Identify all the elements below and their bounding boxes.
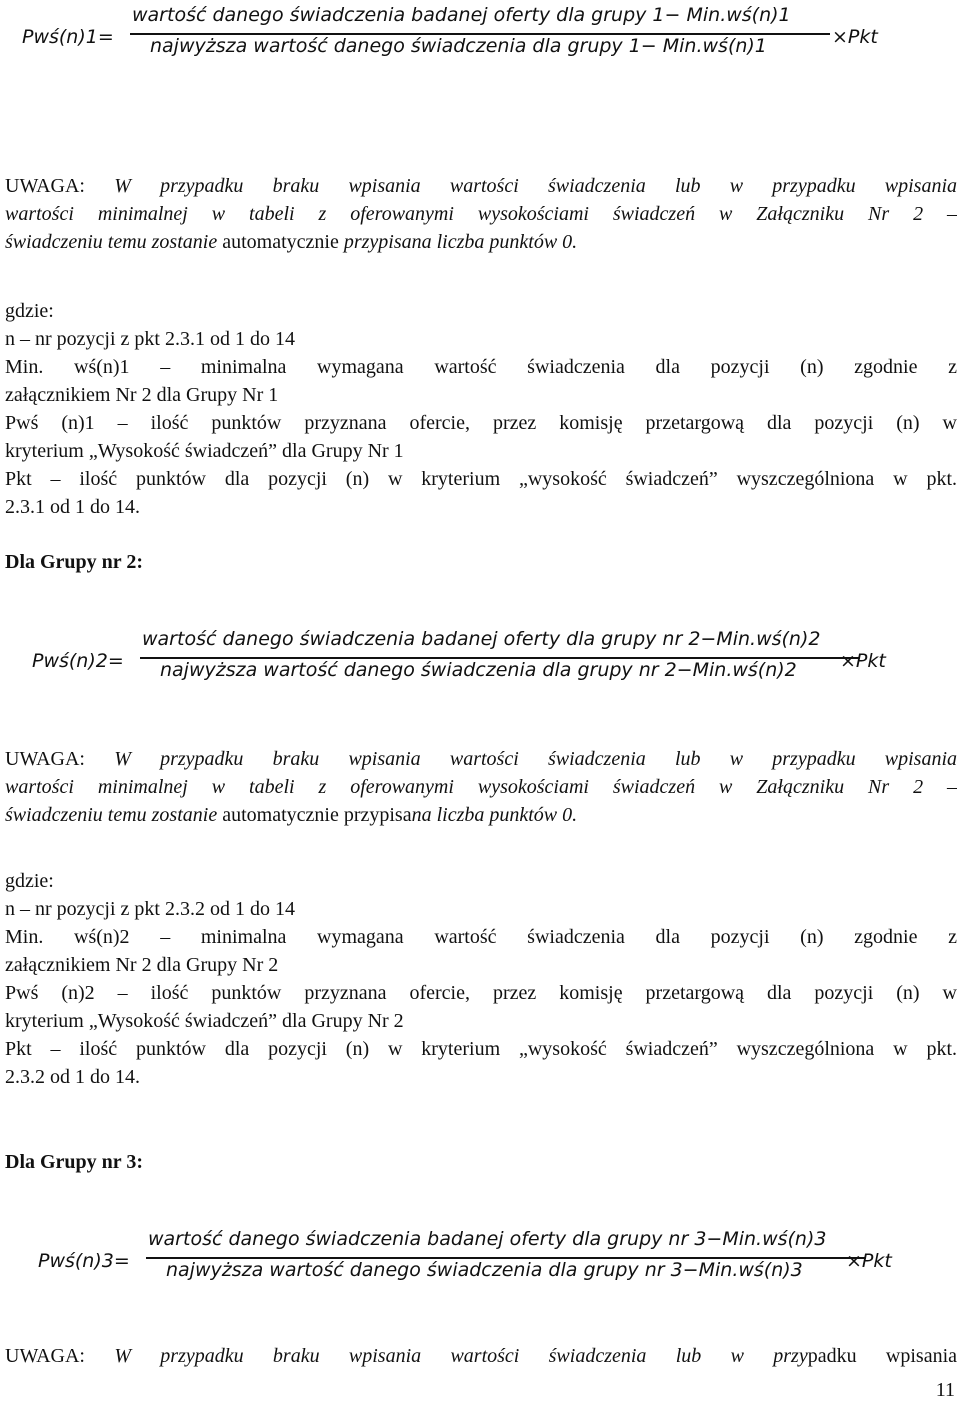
formula-numerator: wartość danego świadczenia badanej oferty dla grupy nr 3−Min.wś(n)3 — [148, 1228, 827, 1250]
uwaga-prefix: UWAGA: — [5, 175, 85, 197]
gdzie-label: gdzie: — [5, 870, 54, 892]
formula-denominator: najwyższa wartość danego świadczenia dla grupy nr 2−Min.wś(n)2 — [160, 659, 797, 681]
formula-group-1 — [22, 4, 902, 60]
uwaga-note-3: UWAGA: W przypadku braku wpisania wartości świadczenia lub w przypadku wpisania — [5, 1345, 957, 1367]
uwaga-note-2: UWAGA: W przypadku braku wpisania wartości świadczenia lub w przypadku wpisania wartości minimalnej w tabeli z oferowanymi wysokościami świadczeń w Załączniku Nr 2 – świadczeniu temu zostanie automatycznie przypisana liczba punktów 0. — [5, 748, 957, 826]
page-number: 11 — [935, 1379, 955, 1401]
formula-lhs: Pwś(n)3= — [38, 1250, 130, 1272]
formula-numerator: wartość danego świadczenia badanej oferty dla grupy 1− Min.wś(n)1 — [132, 4, 791, 26]
formula-group-2 — [32, 628, 912, 684]
formula-times-pkt: ×Pkt — [846, 1250, 892, 1272]
formula-group-3 — [38, 1228, 918, 1284]
formula-denominator: najwyższa wartość danego świadczenia dla grupy nr 3−Min.wś(n)3 — [166, 1259, 803, 1281]
formula-times-pkt: ×Pkt — [840, 650, 886, 672]
formula-times-pkt: ×Pkt — [832, 26, 878, 48]
heading-group-2: Dla Grupy nr 2: — [5, 551, 143, 573]
legend-group-1: gdzie: n – nr pozycji z pkt 2.3.1 od 1 do 14 Min. wś(n)1 – minimalna wymagana wartość świadczenia dla pozycji (n) zgodnie z załącznikiem Nr 2 dla Grupy Nr 1 Pwś (n)1 – ilość punktów przyznana ofercie, przez komisję przetargową dla pozycji (n) w kryterium „Wysokość świadczeń” dla Grupy Nr 1 Pkt – ilość punktów dla pozycji (n) w kryterium „wysokość świadczeń” wyszczególniona w pkt. 2.3.1 od 1 do 14. — [5, 297, 957, 521]
formula-lhs: Pwś(n)2= — [32, 650, 124, 672]
formula-lhs: Pwś(n)1= — [22, 26, 114, 48]
uwaga-note-1: UWAGA: W przypadku braku wpisania wartości świadczenia lub w przypadku wpisania wartości minimalnej w tabeli z oferowanymi wysokościami świadczeń w Załączniku Nr 2 – świadczeniu temu zostanie automatycznie przypisana liczba punktów 0. — [5, 175, 957, 253]
uwaga-prefix: UWAGA: — [5, 1345, 85, 1367]
formula-denominator: najwyższa wartość danego świadczenia dla grupy 1− Min.wś(n)1 — [150, 35, 767, 57]
gdzie-label: gdzie: — [5, 300, 54, 322]
heading-group-3: Dla Grupy nr 3: — [5, 1151, 143, 1173]
legend-group-2: gdzie: n – nr pozycji z pkt 2.3.2 od 1 do 14 Min. wś(n)2 – minimalna wymagana wartość świadczenia dla pozycji (n) zgodnie z załącznikiem Nr 2 dla Grupy Nr 2 Pwś (n)2 – ilość punktów przyznana ofercie, przez komisję przetargową dla pozycji (n) w kryterium „Wysokość świadczeń” dla Grupy Nr 2 Pkt – ilość punktów dla pozycji (n) w kryterium „wysokość świadczeń” wyszczególniona w pkt. 2.3.2 od 1 do 14. — [5, 867, 957, 1091]
formula-numerator: wartość danego świadczenia badanej oferty dla grupy nr 2−Min.wś(n)2 — [142, 628, 821, 650]
uwaga-prefix: UWAGA: — [5, 748, 85, 770]
